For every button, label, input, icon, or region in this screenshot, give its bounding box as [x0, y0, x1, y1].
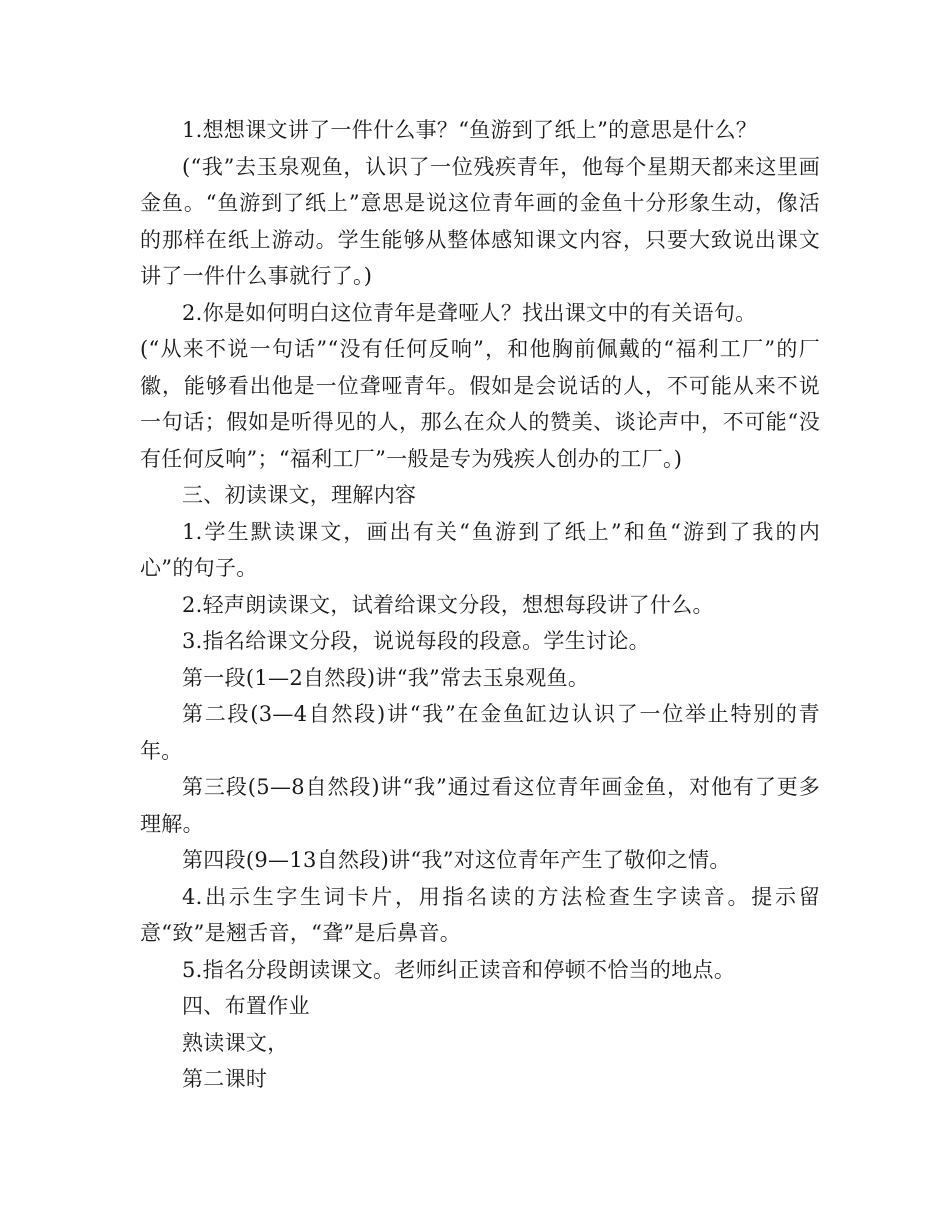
step-3-paragraph: 3.指名给课文分段，说说每段的段意。学生讨论。 — [182, 629, 650, 653]
section-heading-3: 三、初读课文，理解内容 — [182, 483, 417, 507]
document-body — [140, 112, 820, 1098]
segment-1-paragraph: 第一段(1—2自然段)讲“我”常去玉泉观鱼。 — [182, 665, 590, 690]
step-1-paragraph: 1.学生默读课文，画出有关“鱼游到了纸上”和鱼“游到了我的内心”的句子。 — [140, 519, 820, 580]
question-1: 1.想想课文讲了一件什么事？“鱼游到了纸上”的意思是什么？ — [182, 118, 758, 142]
step-5-paragraph: 5.指名分段朗读课文。老师纠正读音和停顿不恰当的地点。 — [182, 957, 736, 982]
step-4-paragraph: 4.出示生字生词卡片，用指名读的方法检查生字读音。提示留意“致”是翘舌音，“聋”是后鼻音。 — [140, 884, 820, 945]
step-2-paragraph: 2.轻声朗读课文，试着给课文分段，想想每段讲了什么。 — [182, 592, 714, 617]
segment-4-paragraph: 第四段(9—13自然段)讲“我”对这位青年产生了敬仰之情。 — [182, 848, 731, 872]
question-2: 2.你是如何明白这位青年是聋哑人？找出课文中的有关语句。 — [182, 300, 757, 325]
segment-3-paragraph: 第三段(5—8自然段)讲“我”通过看这位青年画金鱼，对他有了更多理解。 — [140, 775, 820, 836]
section-heading-4: 四、布置作业 — [182, 994, 310, 1018]
segment-2-paragraph: 第二段(3—4自然段)讲“我”在金鱼缸边认识了一位举止特别的青年。 — [140, 702, 820, 763]
lesson-2-heading: 第二课时 — [182, 1067, 268, 1091]
answer-2: (“从来不说一句话”“没有任何反响”，和他胸前佩戴的“福利工厂”的厂徽，能够看出他是一位聋哑青年。假如是会说话的人，不可能从来不说一句话；假如是听得见的人，那么在众人的赞美、谈论声中，不可能“没有任何反响”；“福利工厂”一般是专为残疾人创办的工厂。) — [140, 337, 820, 471]
answer-1: (“我”去玉泉观鱼，认识了一位残疾青年，他每个星期天都来这里画金鱼。“鱼游到了纸上”意思是说这位青年画的金鱼十分形象生动，像活的那样在纸上游动。学生能够从整体感知课文内容，只要大致说出课文讲了一件什么事就行了。) — [140, 154, 820, 288]
homework-paragraph: 熟读课文， — [182, 1030, 289, 1055]
